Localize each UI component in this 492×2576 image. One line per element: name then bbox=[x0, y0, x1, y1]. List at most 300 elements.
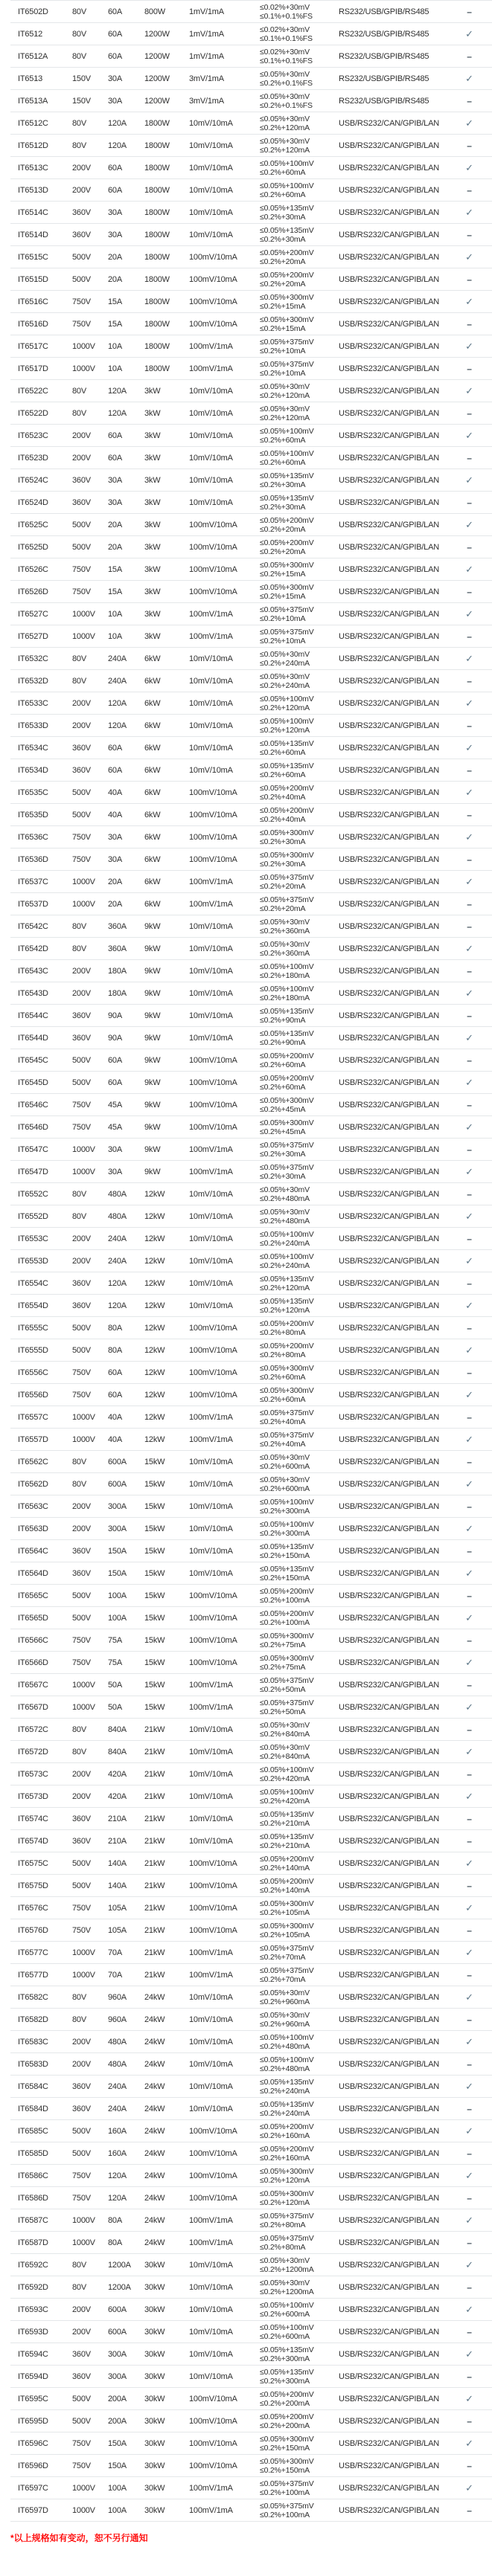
table-row bbox=[10, 2031, 492, 2053]
resolution-cell: 10mV/10mA bbox=[189, 141, 233, 150]
accuracy-voltage-line: ≤0.05%+135mV bbox=[260, 1542, 314, 1551]
check-icon: ✓ bbox=[465, 786, 473, 798]
model-cell: IT6567D bbox=[18, 1702, 48, 1712]
mark-cell bbox=[447, 653, 492, 665]
accuracy-cell bbox=[260, 1922, 339, 1939]
voltage-cell: 80V bbox=[72, 654, 86, 663]
power-cell: 1800W bbox=[144, 319, 170, 329]
interfaces-cell: USB/RS232/CAN/GPIB/LAN bbox=[339, 899, 439, 909]
accuracy-voltage-line: ≤0.05%+135mV bbox=[260, 2345, 314, 2354]
model-cell: IT6535C bbox=[18, 788, 48, 797]
current-cell: 100A bbox=[108, 1591, 127, 1600]
current-cell: 240A bbox=[108, 654, 127, 663]
interfaces-cell: USB/RS232/CAN/GPIB/LAN bbox=[339, 141, 439, 150]
model-cell: IT6513D bbox=[18, 185, 48, 195]
accuracy-cell bbox=[260, 895, 339, 913]
voltage-cell: 1000V bbox=[72, 877, 95, 886]
table-row bbox=[10, 782, 492, 804]
mark-cell bbox=[447, 1769, 492, 1780]
table-row bbox=[10, 2098, 492, 2120]
mark-cell bbox=[447, 274, 492, 285]
accuracy-current-line: ≤0.2%+120mA bbox=[260, 1283, 310, 1292]
current-cell: 120A bbox=[108, 1301, 127, 1310]
table-row bbox=[10, 1786, 492, 1808]
table-row bbox=[10, 982, 492, 1005]
resolution-cell: 10mV/10mA bbox=[189, 1256, 233, 1266]
accuracy-voltage-line: ≤0.05%+375mV bbox=[260, 2211, 314, 2221]
accuracy-current-line: ≤0.2%+100mA bbox=[260, 2510, 310, 2519]
model-cell: IT6522D bbox=[18, 408, 48, 418]
model-cell: IT6582D bbox=[18, 2015, 48, 2024]
interfaces-cell: USB/RS232/CAN/GPIB/LAN bbox=[339, 988, 439, 998]
interfaces-cell: USB/RS232/CAN/GPIB/LAN bbox=[339, 1479, 439, 1489]
accuracy-current-line: ≤0.2%+30mA bbox=[260, 502, 306, 512]
accuracy-voltage-line: ≤0.05%+375mV bbox=[260, 2501, 314, 2511]
interfaces-cell: USB/RS232/CAN/GPIB/LAN bbox=[339, 1412, 439, 1422]
interfaces-cell: USB/RS232/CAN/GPIB/LAN bbox=[339, 2037, 439, 2047]
current-cell: 150A bbox=[108, 1568, 127, 1578]
table-row bbox=[10, 1674, 492, 1696]
mark-cell bbox=[447, 319, 492, 329]
power-cell: 1200W bbox=[144, 96, 170, 106]
interfaces-cell: USB/RS232/CAN/GPIB/LAN bbox=[339, 230, 439, 239]
accuracy-cell bbox=[260, 293, 339, 311]
model-cell: IT6594C bbox=[18, 2349, 48, 2359]
accuracy-voltage-line: ≤0.02%+30mV bbox=[260, 2, 310, 12]
model-cell: IT6573C bbox=[18, 1769, 48, 1779]
table-row bbox=[10, 1585, 492, 1607]
current-cell: 480A bbox=[108, 2059, 127, 2069]
resolution-cell: 100mV/1mA bbox=[189, 1680, 233, 1690]
table-row bbox=[10, 2187, 492, 2209]
accuracy-cell bbox=[260, 1989, 339, 2006]
voltage-cell: 200V bbox=[72, 698, 91, 708]
accuracy-voltage-line: ≤0.05%+30mV bbox=[260, 1185, 310, 1194]
table-row bbox=[10, 1451, 492, 1473]
voltage-cell: 360V bbox=[72, 2371, 91, 2381]
interfaces-cell: USB/RS232/CAN/GPIB/LAN bbox=[339, 2349, 439, 2359]
power-cell: 3kW bbox=[144, 498, 161, 507]
accuracy-current-line: ≤0.2%+20mA bbox=[260, 881, 306, 891]
table-row bbox=[10, 1429, 492, 1451]
accuracy-current-line: ≤0.2%+60mA bbox=[260, 770, 306, 779]
dash-icon: – bbox=[467, 720, 472, 731]
power-cell: 12kW bbox=[144, 1278, 165, 1288]
power-cell: 1200W bbox=[144, 51, 170, 61]
interfaces-cell: USB/RS232/CAN/GPIB/LAN bbox=[339, 1501, 439, 1511]
mark-cell bbox=[447, 676, 492, 686]
current-cell: 600A bbox=[108, 1457, 127, 1466]
current-cell: 15A bbox=[108, 319, 122, 329]
current-cell: 240A bbox=[108, 1234, 127, 1243]
accuracy-current-line: ≤0.2%+960mA bbox=[260, 1997, 310, 2006]
accuracy-voltage-line: ≤0.05%+135mV bbox=[260, 761, 314, 770]
dash-icon: – bbox=[467, 318, 472, 329]
accuracy-voltage-line: ≤0.05%+200mV bbox=[260, 2412, 314, 2421]
accuracy-cell bbox=[260, 2122, 339, 2140]
accuracy-cell bbox=[260, 248, 339, 266]
mark-cell bbox=[447, 2104, 492, 2114]
table-row bbox=[10, 893, 492, 915]
current-cell: 420A bbox=[108, 1791, 127, 1801]
check-icon: ✓ bbox=[465, 1902, 473, 1913]
mark-cell bbox=[447, 2505, 492, 2516]
mark-cell bbox=[447, 1457, 492, 1467]
power-cell: 9kW bbox=[144, 1122, 161, 1132]
accuracy-cell bbox=[260, 2279, 339, 2296]
mark-cell bbox=[447, 631, 492, 642]
current-cell: 20A bbox=[108, 899, 122, 909]
dash-icon: – bbox=[467, 2505, 472, 2516]
accuracy-current-line: ≤0.2%+15mA bbox=[260, 301, 306, 311]
current-cell: 210A bbox=[108, 1836, 127, 1846]
accuracy-cell bbox=[260, 1565, 339, 1582]
current-cell: 1200A bbox=[108, 2282, 131, 2292]
accuracy-current-line: ≤0.2%+15mA bbox=[260, 323, 306, 333]
current-cell: 60A bbox=[108, 51, 122, 61]
power-cell: 30kW bbox=[144, 2483, 165, 2493]
voltage-cell: 1000V bbox=[72, 364, 95, 373]
mark-cell bbox=[447, 1836, 492, 1846]
dash-icon: – bbox=[467, 2371, 472, 2382]
accuracy-current-line: ≤0.2%+120mA bbox=[260, 2175, 310, 2185]
check-icon: ✓ bbox=[465, 2214, 473, 2226]
power-cell: 800W bbox=[144, 7, 165, 16]
accuracy-voltage-line: ≤0.05%+300mV bbox=[260, 582, 314, 592]
dash-icon: – bbox=[467, 408, 472, 419]
interfaces-cell: USB/RS232/CAN/GPIB/LAN bbox=[339, 2394, 439, 2403]
dash-icon: – bbox=[467, 2415, 472, 2427]
model-cell: IT6554C bbox=[18, 1278, 48, 1288]
accuracy-current-line: ≤0.2%+240mA bbox=[260, 658, 310, 668]
table-row bbox=[10, 469, 492, 492]
check-icon: ✓ bbox=[465, 474, 473, 486]
check-icon: ✓ bbox=[465, 2482, 473, 2493]
interfaces-cell: USB/RS232/CAN/GPIB/LAN bbox=[339, 207, 439, 217]
check-icon: ✓ bbox=[465, 1344, 473, 1356]
check-icon: ✓ bbox=[465, 1255, 473, 1266]
table-row bbox=[10, 425, 492, 447]
resolution-cell: 100mV/10mA bbox=[189, 1881, 237, 1890]
mark-cell bbox=[447, 721, 492, 731]
voltage-cell: 80V bbox=[72, 921, 86, 931]
accuracy-voltage-line: ≤0.05%+135mV bbox=[260, 2367, 314, 2377]
accuracy-current-line: ≤0.2%+120mA bbox=[260, 123, 310, 132]
check-icon: ✓ bbox=[465, 1567, 473, 1579]
power-cell: 1200W bbox=[144, 74, 170, 83]
accuracy-current-line: ≤0.2%+840mA bbox=[260, 1729, 310, 1739]
table-row bbox=[10, 1629, 492, 1652]
current-cell: 960A bbox=[108, 2015, 127, 2024]
interfaces-cell: USB/RS232/CAN/GPIB/LAN bbox=[339, 163, 439, 173]
interfaces-cell: USB/RS232/CAN/GPIB/LAN bbox=[339, 1323, 439, 1333]
power-cell: 15kW bbox=[144, 1524, 165, 1533]
current-cell: 10A bbox=[108, 364, 122, 373]
interfaces-cell: USB/RS232/CAN/GPIB/LAN bbox=[339, 2171, 439, 2180]
resolution-cell: 10mV/10mA bbox=[189, 2327, 233, 2337]
power-cell: 9kW bbox=[144, 944, 161, 953]
voltage-cell: 750V bbox=[72, 1100, 91, 1110]
current-cell: 480A bbox=[108, 1189, 127, 1199]
model-cell: IT6542C bbox=[18, 921, 48, 931]
resolution-cell: 100mV/1mA bbox=[189, 341, 233, 351]
interfaces-cell: USB/RS232/CAN/GPIB/LAN bbox=[339, 676, 439, 686]
interfaces-cell: USB/RS232/CAN/GPIB/LAN bbox=[339, 877, 439, 886]
accuracy-cell bbox=[260, 1408, 339, 1426]
power-cell: 21kW bbox=[144, 1903, 165, 1913]
table-row bbox=[10, 1049, 492, 1072]
accuracy-current-line: ≤0.2%+240mA bbox=[260, 2108, 310, 2118]
power-cell: 30kW bbox=[144, 2394, 165, 2403]
interfaces-cell: USB/RS232/CAN/GPIB/LAN bbox=[339, 609, 439, 619]
interfaces-cell: USB/RS232/CAN/GPIB/LAN bbox=[339, 2305, 439, 2314]
accuracy-current-line: ≤0.2%+0.1%FS bbox=[260, 78, 313, 88]
accuracy-cell bbox=[260, 405, 339, 422]
table-row bbox=[10, 581, 492, 603]
dash-icon: – bbox=[467, 1188, 472, 1200]
accuracy-current-line: ≤0.2%+15mA bbox=[260, 569, 306, 579]
power-cell: 24kW bbox=[144, 2171, 165, 2180]
dash-icon: – bbox=[467, 452, 472, 463]
voltage-cell: 80V bbox=[72, 2282, 86, 2292]
accuracy-current-line: ≤0.2%+600mA bbox=[260, 2331, 310, 2341]
mark-cell bbox=[447, 698, 492, 709]
voltage-cell: 360V bbox=[72, 1814, 91, 1823]
accuracy-current-line: ≤0.2%+70mA bbox=[260, 1952, 306, 1962]
interfaces-cell: USB/RS232/CAN/GPIB/LAN bbox=[339, 564, 439, 574]
resolution-cell: 10mV/10mA bbox=[189, 2349, 233, 2359]
model-cell: IT6592D bbox=[18, 2282, 48, 2292]
accuracy-current-line: ≤0.2%+40mA bbox=[260, 1417, 306, 1426]
accuracy-current-line: ≤0.2%+360mA bbox=[260, 948, 310, 958]
model-cell: IT6535D bbox=[18, 810, 48, 820]
check-icon: ✓ bbox=[465, 652, 473, 664]
accuracy-cell bbox=[260, 1944, 339, 1962]
model-cell: IT6512D bbox=[18, 141, 48, 150]
mark-cell bbox=[447, 1412, 492, 1423]
interfaces-cell: USB/RS232/CAN/GPIB/LAN bbox=[339, 1747, 439, 1756]
interfaces-cell: USB/RS232/CAN/GPIB/LAN bbox=[339, 408, 439, 418]
current-cell: 40A bbox=[108, 810, 122, 820]
power-cell: 1200W bbox=[144, 29, 170, 39]
current-cell: 60A bbox=[108, 163, 122, 173]
interfaces-cell: USB/RS232/CAN/GPIB/LAN bbox=[339, 2193, 439, 2203]
accuracy-voltage-line: ≤0.05%+135mV bbox=[260, 2077, 314, 2087]
accuracy-cell bbox=[260, 1788, 339, 1806]
mark-cell bbox=[447, 1144, 492, 1155]
power-cell: 1800W bbox=[144, 364, 170, 373]
power-cell: 30kW bbox=[144, 2305, 165, 2314]
resolution-cell: 100mV/1mA bbox=[189, 1434, 233, 1444]
table-row bbox=[10, 135, 492, 157]
check-icon: ✓ bbox=[465, 2035, 473, 2047]
resolution-cell: 100mV/1mA bbox=[189, 631, 233, 641]
table-row bbox=[10, 2499, 492, 2522]
voltage-cell: 500V bbox=[72, 1055, 91, 1065]
resolution-cell: 10mV/10mA bbox=[189, 1501, 233, 1511]
accuracy-cell bbox=[260, 2145, 339, 2163]
power-cell: 21kW bbox=[144, 1948, 165, 1957]
model-cell: IT6585C bbox=[18, 2126, 48, 2136]
table-row bbox=[10, 1228, 492, 1250]
model-cell: IT6547D bbox=[18, 1167, 48, 1176]
interfaces-cell: USB/RS232/CAN/GPIB/LAN bbox=[339, 2282, 439, 2292]
interfaces-cell: USB/RS232/CAN/GPIB/LAN bbox=[339, 2260, 439, 2270]
table-row bbox=[10, 358, 492, 380]
interfaces-cell: USB/RS232/CAN/GPIB/LAN bbox=[339, 341, 439, 351]
accuracy-voltage-line: ≤0.05%+30mV bbox=[260, 2255, 310, 2265]
voltage-cell: 360V bbox=[72, 1301, 91, 1310]
accuracy-current-line: ≤0.2%+105mA bbox=[260, 1930, 310, 1939]
table-row bbox=[10, 492, 492, 514]
check-icon: ✓ bbox=[465, 518, 473, 530]
accuracy-voltage-line: ≤0.05%+135mV bbox=[260, 1832, 314, 1841]
accuracy-current-line: ≤0.2%+480mA bbox=[260, 2064, 310, 2073]
voltage-cell: 150V bbox=[72, 74, 91, 83]
dash-icon: – bbox=[467, 140, 472, 151]
voltage-cell: 750V bbox=[72, 2193, 91, 2203]
resolution-cell: 100mV/10mA bbox=[189, 1591, 237, 1600]
interfaces-cell: USB/RS232/CAN/GPIB/LAN bbox=[339, 1613, 439, 1623]
power-cell: 15kW bbox=[144, 1501, 165, 1511]
voltage-cell: 200V bbox=[72, 2037, 91, 2047]
current-cell: 140A bbox=[108, 1858, 127, 1868]
dash-icon: – bbox=[467, 1278, 472, 1289]
model-cell: IT6565C bbox=[18, 1591, 48, 1600]
model-cell: IT6562D bbox=[18, 1479, 48, 1489]
accuracy-cell bbox=[260, 672, 339, 690]
model-cell: IT6526D bbox=[18, 587, 48, 596]
check-icon: ✓ bbox=[465, 1299, 473, 1311]
mark-cell bbox=[447, 141, 492, 151]
resolution-cell: 10mV/10mA bbox=[189, 988, 233, 998]
resolution-cell: 100mV/10mA bbox=[189, 1323, 237, 1333]
resolution-cell: 100mV/10mA bbox=[189, 2394, 237, 2403]
accuracy-voltage-line: ≤0.05%+300mV bbox=[260, 1385, 314, 1395]
table-row bbox=[10, 313, 492, 335]
table-row bbox=[10, 2165, 492, 2187]
table-row bbox=[10, 447, 492, 469]
current-cell: 160A bbox=[108, 2126, 127, 2136]
interfaces-cell: RS232/USB/GPIB/RS485 bbox=[339, 96, 429, 106]
mark-cell bbox=[447, 2259, 492, 2271]
table-row bbox=[10, 759, 492, 782]
resolution-cell: 10mV/10mA bbox=[189, 1479, 233, 1489]
accuracy-current-line: ≤0.2%+30mA bbox=[260, 1171, 306, 1181]
check-icon: ✓ bbox=[465, 2080, 473, 2092]
resolution-cell: 10mV/10mA bbox=[189, 1546, 233, 1556]
accuracy-voltage-line: ≤0.05%+30mV bbox=[260, 91, 310, 101]
interfaces-cell: USB/RS232/CAN/GPIB/LAN bbox=[339, 297, 439, 306]
accuracy-voltage-line: ≤0.05%+375mV bbox=[260, 1698, 314, 1707]
accuracy-current-line: ≤0.2%+600mA bbox=[260, 1461, 310, 1471]
model-cell: IT6576D bbox=[18, 1925, 48, 1935]
dash-icon: – bbox=[467, 1969, 472, 1980]
resolution-cell: 10mV/10mA bbox=[189, 1211, 233, 1221]
accuracy-voltage-line: ≤0.05%+100mV bbox=[260, 1787, 314, 1797]
mark-cell bbox=[447, 1680, 492, 1690]
accuracy-voltage-line: ≤0.05%+200mV bbox=[260, 1051, 314, 1060]
mark-cell bbox=[447, 1478, 492, 1490]
mark-cell bbox=[447, 2081, 492, 2093]
accuracy-current-line: ≤0.2%+200mA bbox=[260, 2398, 310, 2408]
spec-table bbox=[10, 0, 492, 2522]
table-row bbox=[10, 2142, 492, 2165]
voltage-cell: 500V bbox=[72, 520, 91, 529]
table-row bbox=[10, 1295, 492, 1317]
power-cell: 12kW bbox=[144, 1211, 165, 1221]
power-cell: 9kW bbox=[144, 1011, 161, 1020]
accuracy-voltage-line: ≤0.05%+200mV bbox=[260, 783, 314, 793]
model-cell: IT6512A bbox=[18, 51, 48, 61]
accuracy-current-line: ≤0.2%+60mA bbox=[260, 167, 306, 177]
model-cell: IT6534D bbox=[18, 765, 48, 775]
current-cell: 840A bbox=[108, 1747, 127, 1756]
current-cell: 600A bbox=[108, 2305, 127, 2314]
accuracy-cell bbox=[260, 2323, 339, 2341]
current-cell: 120A bbox=[108, 698, 127, 708]
model-cell: IT6566D bbox=[18, 1658, 48, 1667]
model-cell: IT6555D bbox=[18, 1345, 48, 1355]
voltage-cell: 750V bbox=[72, 2461, 91, 2470]
power-cell: 6kW bbox=[144, 877, 161, 886]
accuracy-current-line: ≤0.2%+60mA bbox=[260, 190, 306, 199]
table-row bbox=[10, 179, 492, 202]
model-cell: IT6534C bbox=[18, 743, 48, 753]
voltage-cell: 1000V bbox=[72, 2215, 95, 2225]
table-row bbox=[10, 1406, 492, 1429]
current-cell: 15A bbox=[108, 587, 122, 596]
resolution-cell: 100mV/10mA bbox=[189, 252, 237, 262]
table-row bbox=[10, 1072, 492, 1094]
voltage-cell: 1000V bbox=[72, 1167, 95, 1176]
current-cell: 480A bbox=[108, 2037, 127, 2047]
power-cell: 6kW bbox=[144, 698, 161, 708]
model-cell: IT6557C bbox=[18, 1412, 48, 1422]
accuracy-cell bbox=[260, 1342, 339, 1359]
accuracy-current-line: ≤0.2%+420mA bbox=[260, 1796, 310, 1806]
voltage-cell: 200V bbox=[72, 1501, 91, 1511]
voltage-cell: 1000V bbox=[72, 1412, 95, 1422]
accuracy-cell bbox=[260, 226, 339, 244]
voltage-cell: 200V bbox=[72, 1791, 91, 1801]
power-cell: 9kW bbox=[144, 1144, 161, 1154]
voltage-cell: 1000V bbox=[72, 341, 95, 351]
mark-cell bbox=[447, 988, 492, 999]
accuracy-cell bbox=[260, 1319, 339, 1337]
resolution-cell: 100mV/1mA bbox=[189, 2238, 233, 2247]
accuracy-cell bbox=[260, 1877, 339, 1895]
resolution-cell: 100mV/1mA bbox=[189, 1167, 233, 1176]
accuracy-cell bbox=[260, 427, 339, 445]
accuracy-voltage-line: ≤0.05%+300mV bbox=[260, 2434, 314, 2444]
mark-cell bbox=[447, 2125, 492, 2137]
interfaces-cell: USB/RS232/CAN/GPIB/LAN bbox=[339, 1635, 439, 1645]
voltage-cell: 500V bbox=[72, 252, 91, 262]
accuracy-voltage-line: ≤0.05%+30mV bbox=[260, 1988, 310, 1997]
accuracy-voltage-line: ≤0.05%+30mV bbox=[260, 2278, 310, 2287]
accuracy-cell bbox=[260, 538, 339, 556]
voltage-cell: 200V bbox=[72, 163, 91, 173]
accuracy-current-line: ≤0.2%+300mA bbox=[260, 2354, 310, 2363]
resolution-cell: 10mV/10mA bbox=[189, 1011, 233, 1020]
mark-cell bbox=[447, 2371, 492, 2382]
power-cell: 24kW bbox=[144, 2148, 165, 2158]
accuracy-current-line: ≤0.2%+240mA bbox=[260, 1260, 310, 1270]
interfaces-cell: USB/RS232/CAN/GPIB/LAN bbox=[339, 1211, 439, 1221]
dash-icon: – bbox=[467, 1501, 472, 1512]
accuracy-cell bbox=[260, 271, 339, 289]
